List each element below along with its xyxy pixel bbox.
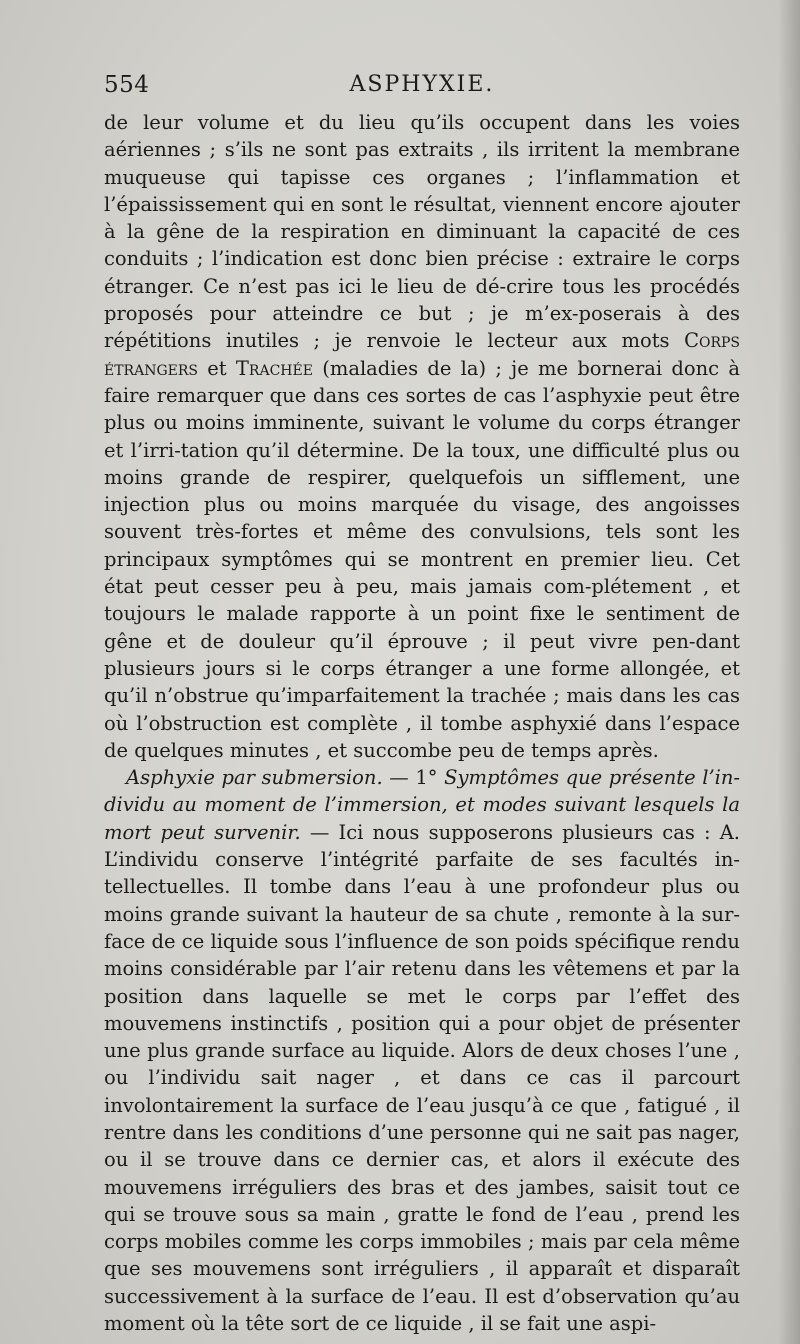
page-edge-shadow bbox=[778, 0, 800, 1344]
page-number: 554 bbox=[104, 72, 150, 98]
cross-reference-trachee: Trachée bbox=[235, 356, 313, 380]
body-text bbox=[104, 109, 740, 1337]
conjunction: et bbox=[207, 356, 227, 380]
page-header bbox=[104, 72, 740, 106]
section-number: — 1° bbox=[389, 766, 438, 790]
running-title: ASPHYXIE. bbox=[349, 72, 495, 97]
cross-reference-corps-etrangers: Corps étrangers bbox=[104, 329, 741, 380]
subsection-heading: Symptômes que présente l’in-dividu au moment de l’immersion, et modes suivant lesquels la mort peut survenir. bbox=[104, 766, 741, 844]
paragraph-text: (maladies de la) ; je me bornerai donc à faire remarquer que dans ces sortes de cas l’asphyxie peut être plus ou moins imminente, suivant le volume du corps étranger et l’irri-tation qu’il détermine. De la toux, une difficulté plus ou moins grande de respirer, quelquefois un sifflement, une injection plus ou moins marquée du visage, des angoisses souvent très-fortes et même des convulsions, tels sont les principaux symptômes qui se montrent en premier lieu. Cet état peut cesser peu à peu, mais jamais com-plétement , et toujours le malade rapporte à un point fixe le sentiment de gêne et de douleur qu’il éprouve ; il peut vivre pen-dant plusieurs jours si le corps étranger a une forme allongée, et qu’il n’obstrue qu’imparfaitement la trachée ; mais dans les cas où l’obstruction est complète , il tombe asphyxié dans l’espace de quelques minutes , et succombe peu de temps après. bbox=[104, 356, 740, 762]
paragraph-submersion bbox=[104, 764, 740, 1337]
paragraph-corps-etrangers bbox=[104, 109, 740, 764]
section-heading: Asphyxie par submersion. bbox=[126, 766, 383, 790]
paragraph-text: — Ici nous supposerons plusieurs cas : A. L’individu conserve l’intégrité parfaite de ses facultés in-tellectuelles. Il tombe dans l’eau à une profondeur plus ou moins grande suivant la hauteur de sa chute , remonte à la sur-face de ce liquide sous l’influence de son poids spécifique rendu moins considérable par l’air retenu dans les vêtemens et par la position dans laquelle se met le corps par l’effet des mouvemens instinctifs , position qui a pour objet de présenter une plus grande surface au liquide. Alors de deux choses l’une , ou l’individu sait nager , et dans ce cas il parcourt involontairement la surface de l’eau jusqu’à ce que , fatigué , il rentre dans les conditions d’une personne qui ne sait pas nager, ou il se trouve dans ce dernier cas, et alors il exécute des mouvemens irréguliers des bras et des jambes, saisit tout ce qui se trouve sous sa main , gratte le fond de l’eau , prend les corps mobiles comme les corps immobiles ; mais par cela même que ses mouvemens sont irréguliers , il apparaît et disparaît successivement à la surface de l’eau. Il est d’observation qu’au moment où la tête sort de ce liquide , il se fait une aspi- bbox=[104, 820, 740, 1336]
paragraph-text: de leur volume et du lieu qu’ils occupent dans les voies aériennes ; s’ils ne sont pas extraits , ils irritent la membrane muqueuse qui tapisse ces organes ; l’inflammation et l’épaississement qui en sont le résultat, viennent encore ajouter à la gêne de la respiration en diminuant la capacité de ces conduits ; l’indication est donc bien précise : extraire le corps étranger. Ce n’est pas ici le lieu de dé-crire tous les procédés proposés pour atteindre ce but ; je m’ex-poserais à des répétitions inutiles ; je renvoie le lecteur aux mots bbox=[104, 111, 740, 353]
